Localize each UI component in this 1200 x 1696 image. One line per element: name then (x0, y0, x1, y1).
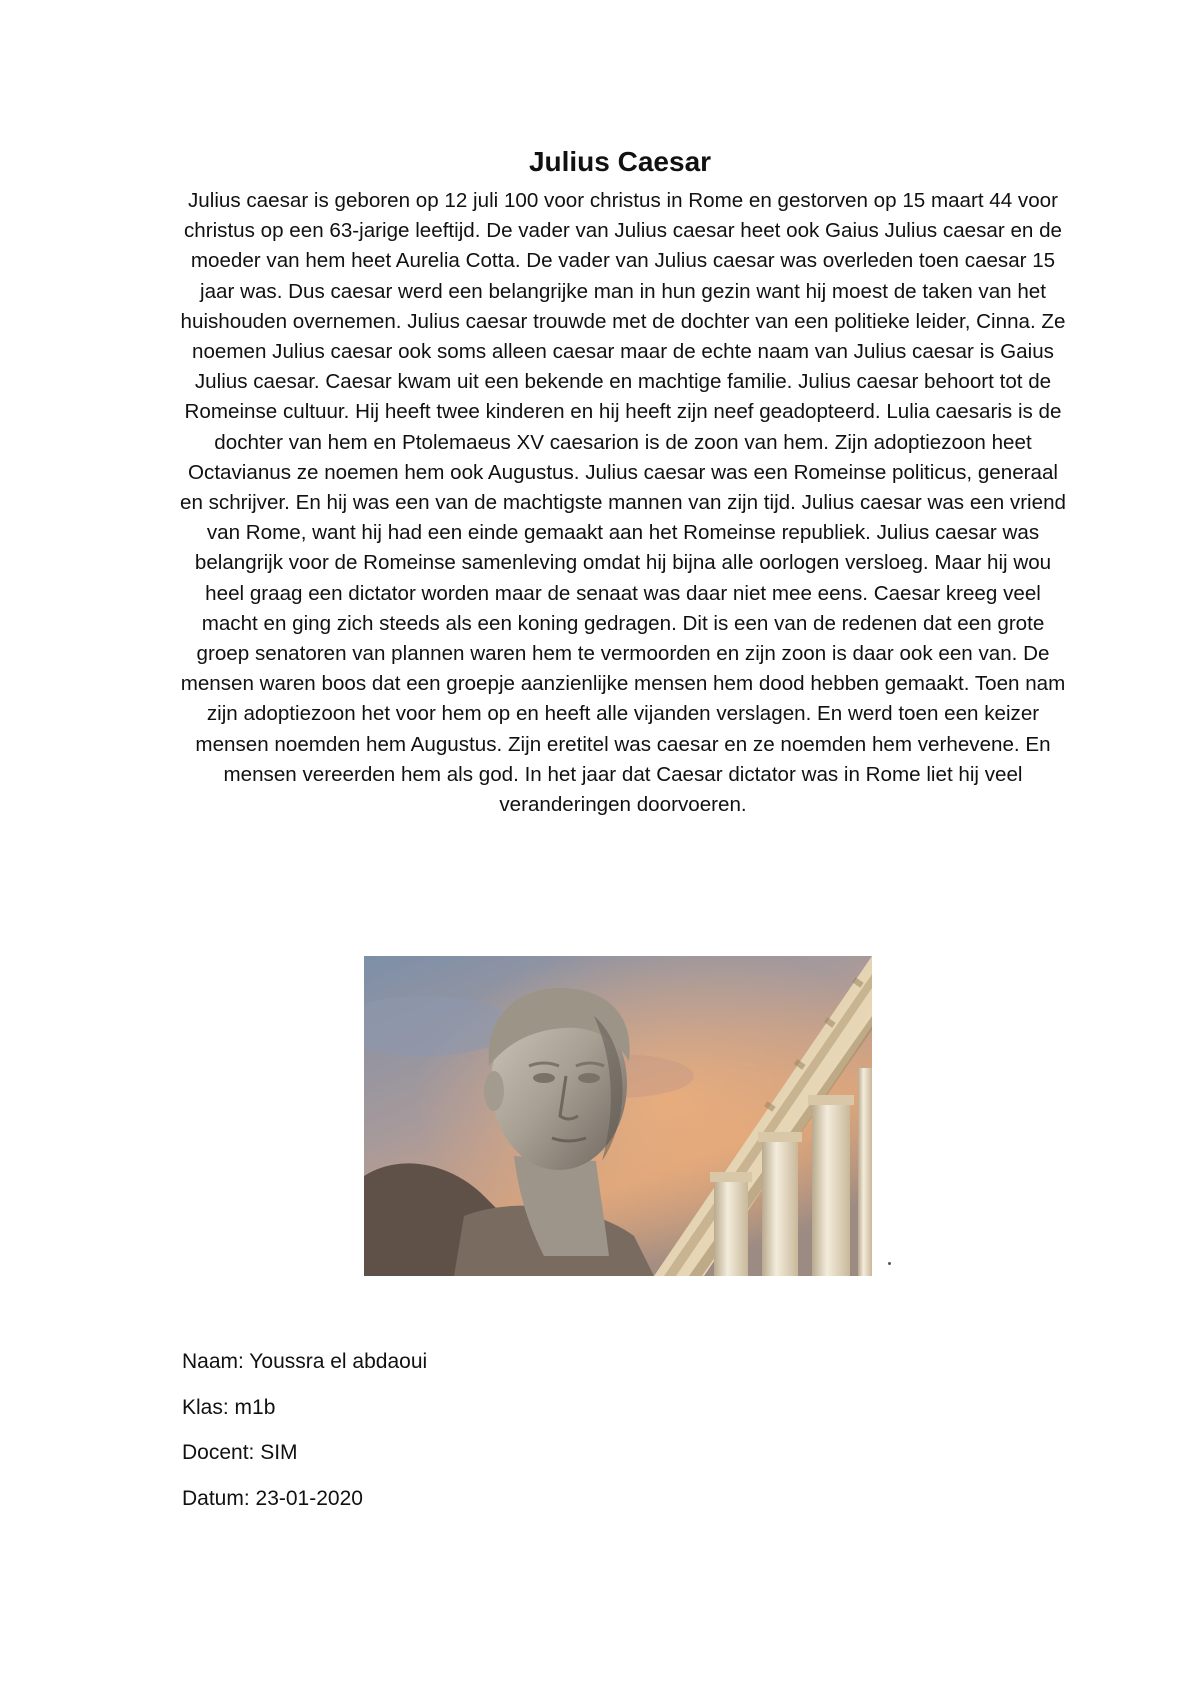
student-class: Klas: m1b (182, 1396, 276, 1419)
body-paragraph: Julius caesar is geboren op 12 juli 100 voor christus in Rome en gestorven op 15 maart 44 voor christus op een 63-jarige leeftijd. De vader van Julius caesar heet ook Gaius Julius caesar en de moeder van hem heet Aurelia Cotta. De vader van Julius caesar was overleden toen caesar 15 jaar was. Dus caesar werd een belangrijke man in hun gezin want hij moest de taken van het huishouden overnemen. Julius caesar trouwde met de dochter van een politieke leider, Cinna. Ze noemen Julius caesar ook soms alleen caesar maar de echte naam van Julius caesar is Gaius Julius caesar. Caesar kwam uit een bekende en machtige familie. Julius caesar behoort tot de Romeinse cultuur. Hij heeft twee kinderen en hij heeft zijn neef geadopteerd. Lulia caesaris is de dochter van hem en Ptolemaeus XV caesarion is de zoon van hem. Zijn adoptiezoon heet Octavianus ze noemen hem ook Augustus. Julius caesar was een Romeinse politicus, generaal en schrijver. En hij was een van de machtigste mannen van zijn tijd. Julius caesar was een vriend van Rome, want hij had een einde gemaakt aan het Romeinse republiek. Julius caesar was belangrijk voor de Romeinse samenleving omdat hij bijna alle oorlogen versloeg. Maar hij wou heel graag een dictator worden maar de senaat was daar niet mee eens. Caesar kreeg veel macht en ging zich steeds als een koning gedragen. Dit is een van de redenen dat een grote groep senatoren van plannen waren hem te vermoorden en zijn zoon is daar ook een van. De mensen waren boos dat een groepje aanzienlijke mensen hem dood hebben gemaakt. Toen nam zijn adoptiezoon het voor hem op en heeft alle vijanden verslagen. En werd toen een keizer mensen noemden hem Augustus. Zijn eretitel was caesar en ze noemden hem verhevene. En mensen vereerden hem als god. In het jaar dat Caesar dictator was in Rome liet hij veel veranderingen doorvoeren. (180, 189, 1066, 817)
stray-dot (888, 1262, 891, 1265)
teacher: Docent: SIM (182, 1441, 298, 1464)
statue-illustration (364, 956, 872, 1276)
student-name: Naam: Youssra el abdaoui (182, 1350, 428, 1373)
statue-photo (364, 956, 872, 1276)
date: Datum: 23-01-2020 (182, 1487, 363, 1510)
document-title: Julius Caesar (528, 146, 712, 177)
